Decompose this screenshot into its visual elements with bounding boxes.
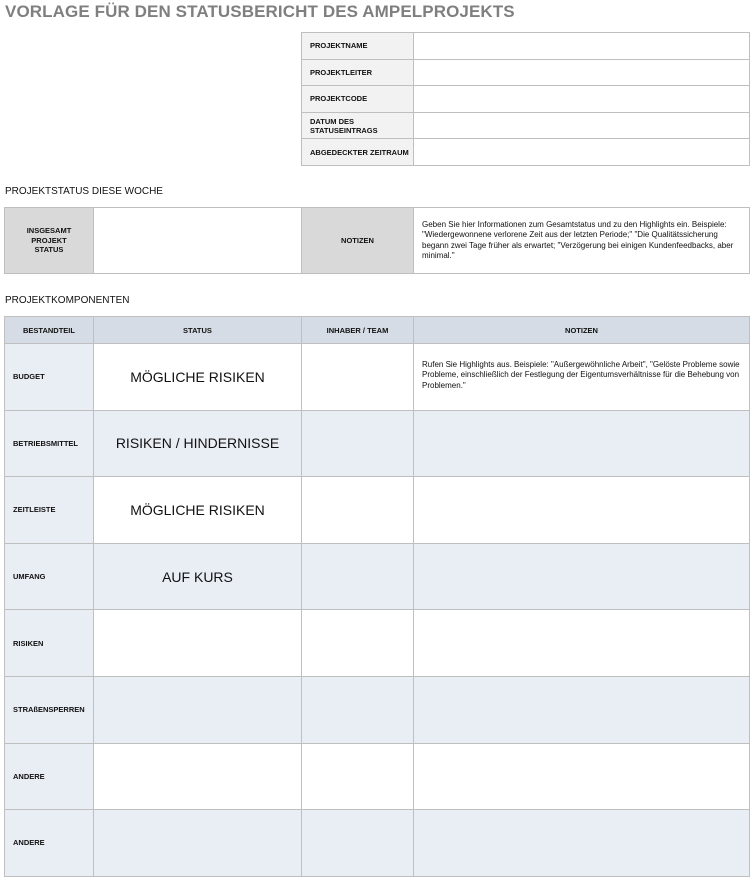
overall-status-field[interactable] (94, 208, 302, 274)
info-row (302, 86, 750, 113)
components-table (4, 316, 750, 877)
column-header-owner: INHABER / TEAM (302, 317, 414, 344)
info-row (302, 139, 750, 166)
table-row (5, 743, 750, 810)
overall-status-label: INSGESAMT PROJEKT STATUS (5, 208, 94, 274)
component-name: UMFANG (5, 543, 94, 610)
components-header-row (5, 317, 750, 344)
table-row (5, 477, 750, 544)
component-status[interactable] (94, 676, 302, 743)
period-covered-field[interactable] (414, 139, 750, 166)
page-title: VORLAGE FÜR DEN STATUSBERICHT DES AMPELPROJEKTS (5, 2, 515, 21)
component-name: ANDERE (5, 810, 94, 877)
component-name: STRAßENSPERREN (5, 676, 94, 743)
status-date-field[interactable] (414, 112, 750, 139)
column-header-component: BESTANDTEIL (5, 317, 94, 344)
project-code-field[interactable] (414, 86, 750, 113)
component-owner[interactable] (302, 543, 414, 610)
component-status[interactable] (94, 810, 302, 877)
component-name: BETRIEBSMITTEL (5, 410, 94, 477)
info-row (302, 33, 750, 60)
project-manager-field[interactable] (414, 59, 750, 86)
component-status[interactable]: MÖGLICHE RISIKEN (94, 344, 302, 411)
component-notes[interactable]: Rufen Sie Highlights aus. Beispiele: "Außergewöhnliche Arbeit", "Gelöste Probleme sowie Probleme, einschließlich der Festlegung der Eigentumsverhältnisse für die Behebung von Problemen." (414, 344, 750, 411)
info-row (302, 112, 750, 139)
project-name-label: PROJEKTNAME (302, 33, 414, 60)
component-status[interactable]: MÖGLICHE RISIKEN (94, 477, 302, 544)
component-owner[interactable] (302, 610, 414, 677)
component-owner[interactable] (302, 676, 414, 743)
project-manager-label: PROJEKTLEITER (302, 59, 414, 86)
status-notes-label: NOTIZEN (302, 208, 414, 274)
component-notes[interactable] (414, 410, 750, 477)
components-section-heading: PROJEKTKOMPONENTEN (5, 295, 130, 306)
overall-status-table (4, 207, 750, 274)
column-header-notes: NOTIZEN (414, 317, 750, 344)
project-name-field[interactable] (414, 33, 750, 60)
component-status[interactable] (94, 610, 302, 677)
component-name: RISIKEN (5, 610, 94, 677)
component-notes[interactable] (414, 477, 750, 544)
component-notes[interactable] (414, 543, 750, 610)
component-name: ANDERE (5, 743, 94, 810)
table-row (5, 676, 750, 743)
component-status[interactable]: RISIKEN / HINDERNISSE (94, 410, 302, 477)
table-row (5, 610, 750, 677)
status-date-label: DATUM DES STATUSEINTRAGS (302, 112, 414, 139)
component-notes[interactable] (414, 743, 750, 810)
component-owner[interactable] (302, 743, 414, 810)
info-row (302, 59, 750, 86)
component-owner[interactable] (302, 810, 414, 877)
table-row (5, 543, 750, 610)
status-section-heading: PROJEKTSTATUS DIESE WOCHE (5, 186, 163, 197)
component-name: ZEITLEISTE (5, 477, 94, 544)
component-notes[interactable] (414, 610, 750, 677)
project-code-label: PROJEKTCODE (302, 86, 414, 113)
period-covered-label: ABGEDECKTER ZEITRAUM (302, 139, 414, 166)
table-row (5, 344, 750, 411)
status-notes-field[interactable]: Geben Sie hier Informationen zum Gesamtstatus und zu den Highlights ein. Beispiele: "Wiedergewonnene verlorene Zeit aus der letzten Periode;" "Die Qualitätssicherung begann zwei Tage früher als erwartet; "Verzögerung bei einigen Kundenfeedbacks, aber minimal." (414, 208, 750, 274)
component-notes[interactable] (414, 676, 750, 743)
project-info-table (301, 32, 750, 166)
column-header-status: STATUS (94, 317, 302, 344)
table-row (5, 810, 750, 877)
component-status[interactable]: AUF KURS (94, 543, 302, 610)
component-status[interactable] (94, 743, 302, 810)
component-owner[interactable] (302, 344, 414, 411)
component-notes[interactable] (414, 810, 750, 877)
component-owner[interactable] (302, 477, 414, 544)
component-name: BUDGET (5, 344, 94, 411)
table-row (5, 410, 750, 477)
component-owner[interactable] (302, 410, 414, 477)
